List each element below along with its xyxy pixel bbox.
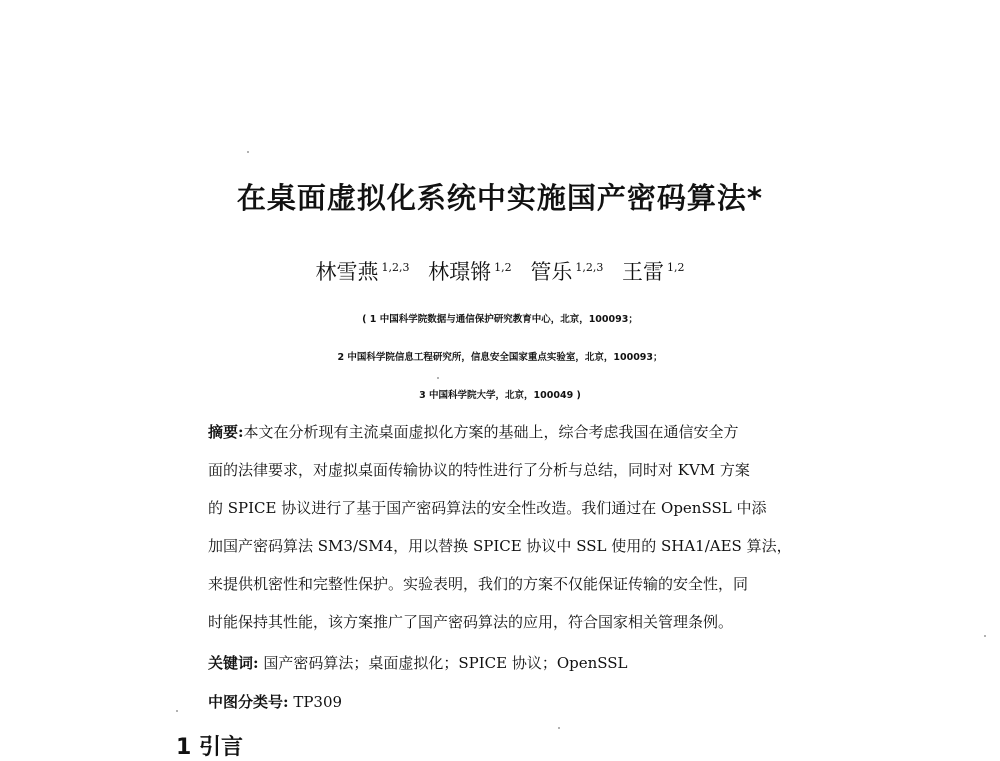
classification-value: TP309 [293,693,343,711]
scan-speck [247,151,249,153]
scan-speck [558,727,560,729]
abstract-line: 来提供机密性和完整性保护。实验表明，我们的方案不仅能保证传输的安全性，同 [208,575,749,593]
paper-title: 在桌面虚拟化系统中实施国产密码算法* [236,181,764,215]
scan-speck [437,377,439,379]
scan-speck [176,710,178,712]
classification-label: 中图分类号: [208,693,289,711]
section-heading: 1 引言 [176,735,243,760]
author-list [0,256,1000,286]
author-affiliation-marker: 1,2 [667,261,685,274]
keywords [208,652,628,673]
keywords-text: 国产密码算法；桌面虚拟化；SPICE 协议；OpenSSL [263,654,628,672]
author-name: 管乐 [530,260,573,284]
abstract-label: 摘要: [208,423,244,441]
author-name: 林璟锵 [428,260,492,284]
abstract-line: 加国产密码算法 SM3/SM4，用以替换 SPICE 协议中 SSL 使用的 SHA1/AES 算法， [208,537,792,555]
abstract-line: 的 SPICE 协议进行了基于国产密码算法的安全性改造。我们通过在 OpenSSL 中添 [208,499,767,517]
affiliation-1: ( 1 中国科学院数据与通信保护研究教育中心，北京，100093； [362,314,638,325]
author-1 [315,260,409,284]
abstract-text: 本文在分析现有主流桌面虚拟化方案的基础上，综合考虑我国在通信安全方 [243,423,739,441]
abstract-line: 时能保持其性能，该方案推广了国产密码算法的应用，符合国家相关管理条例。 [208,613,734,631]
author-affiliation-marker: 1,2,3 [381,261,410,274]
author-name: 王雷 [622,260,665,284]
abstract [208,422,798,650]
author-2 [428,260,512,284]
abstract-line [208,422,798,460]
author-4 [622,260,685,284]
scan-speck [984,635,986,637]
author-affiliation-marker: 1,2 [494,261,512,274]
author-name: 林雪燕 [315,260,379,284]
abstract-line: 面的法律要求，对虚拟桌面传输协议的特性进行了分析与总结，同时对 KVM 方案 [208,461,750,479]
keywords-label: 关键词: [208,654,259,672]
affiliation-3: 3 中国科学院大学，北京，100049 ) [419,390,581,401]
author-affiliation-marker: 1,2,3 [575,261,604,274]
affiliation-2: 2 中国科学院信息工程研究所，信息安全国家重点实验室，北京，100093； [337,352,663,363]
author-3 [530,260,603,284]
classification-number [208,691,342,712]
